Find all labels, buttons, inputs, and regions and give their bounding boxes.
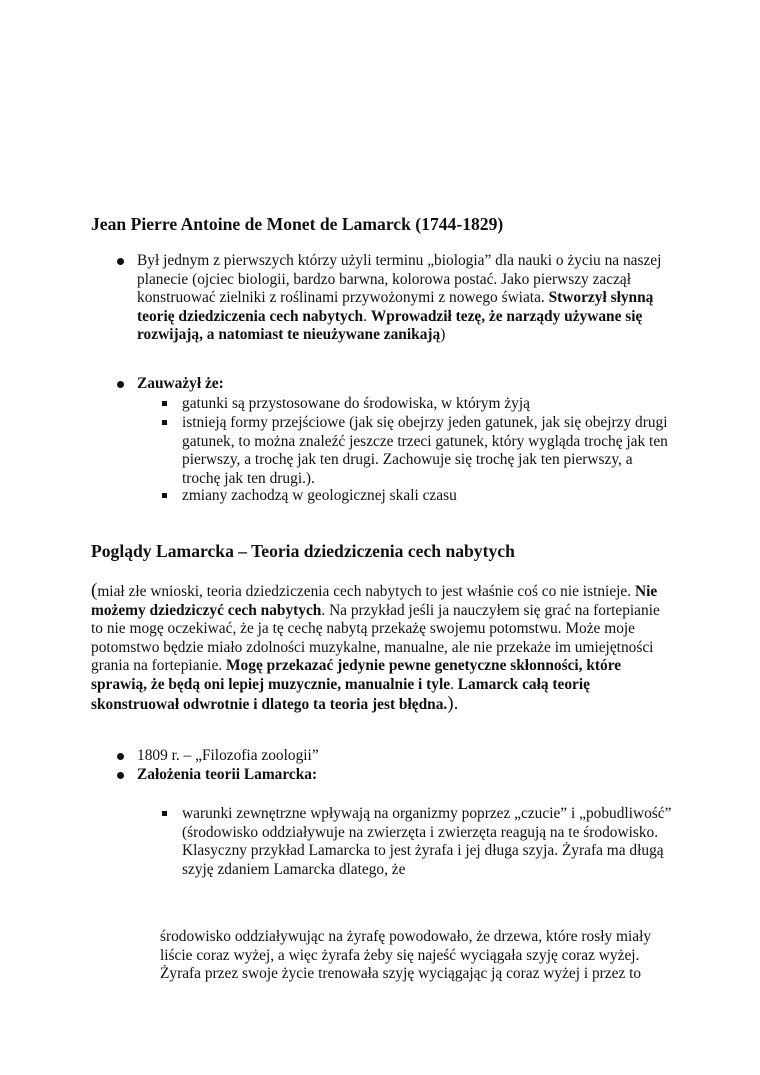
heading-poglady: Poglądy Lamarcka – Teoria dziedziczenia cech nabytych — [91, 541, 515, 561]
bold-span: Lamarck całą teorię skonstruował odwrotnie i dlatego ta teoria jest błędna. — [91, 675, 590, 713]
sub-item-warunki: warunki zewnętrzne wpływają na organizmy poprzez „czucie” i „pobudliwość” (środowisko oddziaływuje na zwierzęta i zwierzęta reagują na te środowisko. Klasyczny przykład Lamarcka to jest żyrafa i jej długa szyja. Żyrafa ma długą szyję zdaniem Lamarcka dlatego, że — [182, 805, 672, 878]
open-paren: ( — [91, 580, 98, 601]
bullet-dot — [117, 753, 124, 760]
text-span: Był jednym z pierwszych którzy użyli terminu „biologia” dla nauki o życiu na naszej planecie (ojciec biologii, bardzo barwna, kolorowa postać. Jako pierwszy zaczął konstruować zielniki z roślinami przywożonymi z nowego świata. — [137, 252, 662, 307]
bullet-dot — [117, 772, 124, 779]
text-span: . Na przykład jeśli ja nauczyłem się grać na fortepianie to nie mogę oczekiwać, że ja tę cechę nabytą przekażę swojemu potomstwu. Może moje potomstwo będzie miało zdolności muzykalne, manualne, ale nie przekaże im umiejętności grania na fortepianie. — [91, 601, 660, 675]
bullet-filozofia: 1809 r. – „Filozofia zoologii” — [137, 747, 319, 764]
square-bullet — [162, 811, 167, 816]
sub-item: gatunki są przystosowane do środowiska, w którym żyją — [182, 395, 530, 412]
bullet-label-zauwazyl: Zauważył że: — [137, 375, 224, 392]
bullet-paragraph-biologia — [137, 252, 677, 345]
heading-lamarck: Jean Pierre Antoine de Monet de Lamarck (1744-1829) — [91, 214, 504, 234]
sub-item: istnieją formy przejściowe (jak się obejrzy jeden gatunek, jak się obejrzy drugi gatunek, to można znaleźć jeszcze trzeci gatunek, który wygląda trochę jak ten pierwszy, a trochę jak ten drugi. Zachowuje się trochę jak ten pierwszy, a trochę jak ten drugi.). — [182, 414, 668, 487]
paragraph-critique — [91, 582, 671, 714]
bullet-zalozenia: Założenia teorii Lamarcka: — [137, 766, 318, 783]
bullet-dot — [117, 258, 124, 265]
text-span: ) — [440, 326, 446, 344]
bold-span: Stworzył słynną teorię dziedziczenia cech nabytych — [137, 289, 654, 325]
square-bullet — [162, 493, 167, 498]
bullet-dot — [117, 381, 124, 388]
square-bullet — [162, 420, 167, 425]
bold-span: Mogę przekazać jedynie pewne genetyczne skłonności, które sprawią, że będą oni lepiej muzycznie, manualnie i tyle — [91, 657, 622, 693]
text-span: . — [363, 307, 371, 325]
sub-item: zmiany zachodzą w geologicznej skali czasu — [182, 487, 457, 504]
text-span: . — [450, 675, 458, 693]
paragraph-continuation: środowisko oddziaływując na żyrafę powodowało, że drzewa, które rosły miały liście coraz wyżej, a więc żyrafa żeby się najeść wyciągała szyję coraz wyżej. Żyrafa przez swoje życie trenowała szyję wyciągając ją coraz wyżej i przez to — [160, 928, 652, 983]
text-span: miał złe wnioski, teoria dziedziczenia cech nabytych to jest właśnie coś co nie istnieje. — [97, 583, 635, 600]
close-paren: ). — [447, 692, 459, 714]
bold-span: Nie możemy dziedziczyć cech nabytych — [91, 583, 658, 619]
bold-span: Wprowadził tezę, że narządy używane się rozwijają, a natomiast te nieużywane zanikają — [137, 307, 643, 344]
square-bullet — [162, 401, 167, 406]
